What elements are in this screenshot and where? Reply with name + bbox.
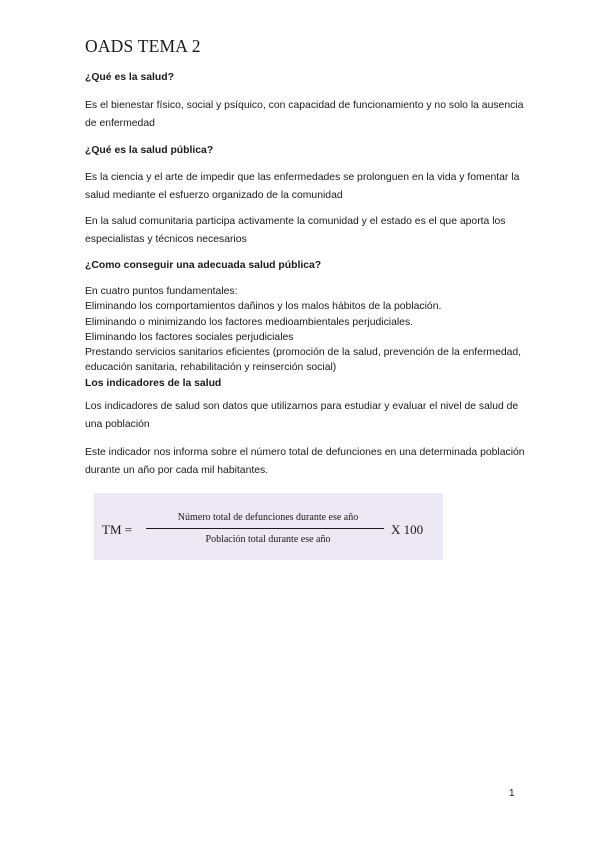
section-heading-health-indicators: Los indicadores de la salud [85, 377, 222, 389]
paragraph-mortality-indicator: Este indicador nos informa sobre el número total de defunciones en una determinada población durante un año por cada mil habitantes. [85, 447, 525, 476]
document-title: OADS TEMA 2 [85, 36, 201, 56]
list-item: Eliminando o minimizando los factores medioambientales perjudiciales. [85, 316, 414, 328]
mortality-rate-formula-box [94, 493, 443, 560]
fundamental-points-list [85, 284, 525, 391]
mortality-rate-formula [94, 493, 443, 560]
formula-lhs: TM = [102, 522, 133, 537]
list-intro: En cuatro puntos fundamentales: [85, 286, 238, 297]
page-number: 1 [509, 788, 515, 799]
list-item: Prestando servicios sanitarios eficientes (promoción de la salud, prevención de la enfermedad, educación sanitaria, rehabilitación y reinserción social) [85, 347, 522, 374]
list-item: Eliminando los comportamientos dañinos y los malos hábitos de la población. [85, 301, 442, 313]
fraction-bar [146, 528, 384, 529]
section-heading-public-health: ¿Qué es la salud pública? [85, 145, 214, 156]
section-heading-achieve-public-health: ¿Como conseguir una adecuada salud pública? [85, 260, 322, 271]
formula-multiplier: X 100 [391, 522, 424, 537]
formula-numerator: Número total de defunciones durante ese año [177, 512, 359, 523]
paragraph-public-health-definition: Es la ciencia y el arte de impedir que las enfermedades se prolonguen en la vida y fomentar la salud mediante el esfuerzo organizado de la comunidad [85, 172, 520, 201]
formula-denominator: Población total durante ese año [205, 534, 331, 545]
paragraph-health-definition: Es el bienestar físico, social y psíquico, con capacidad de funcionamiento y no solo la ausencia de enfermedad [85, 100, 524, 129]
paragraph-health-indicators: Los indicadores de salud son datos que utilizarnos para estudiar y evaluar el nivel de salud de una población [85, 401, 519, 430]
section-heading-what-is-health: ¿Qué es la salud? [85, 72, 174, 83]
list-item: Eliminando los factores sociales perjudiciales [85, 331, 294, 343]
paragraph-community-health: En la salud comunitaria participa activamente la comunidad y el estado es el que aporta los especialistas y técnicos necesarios [85, 216, 506, 245]
